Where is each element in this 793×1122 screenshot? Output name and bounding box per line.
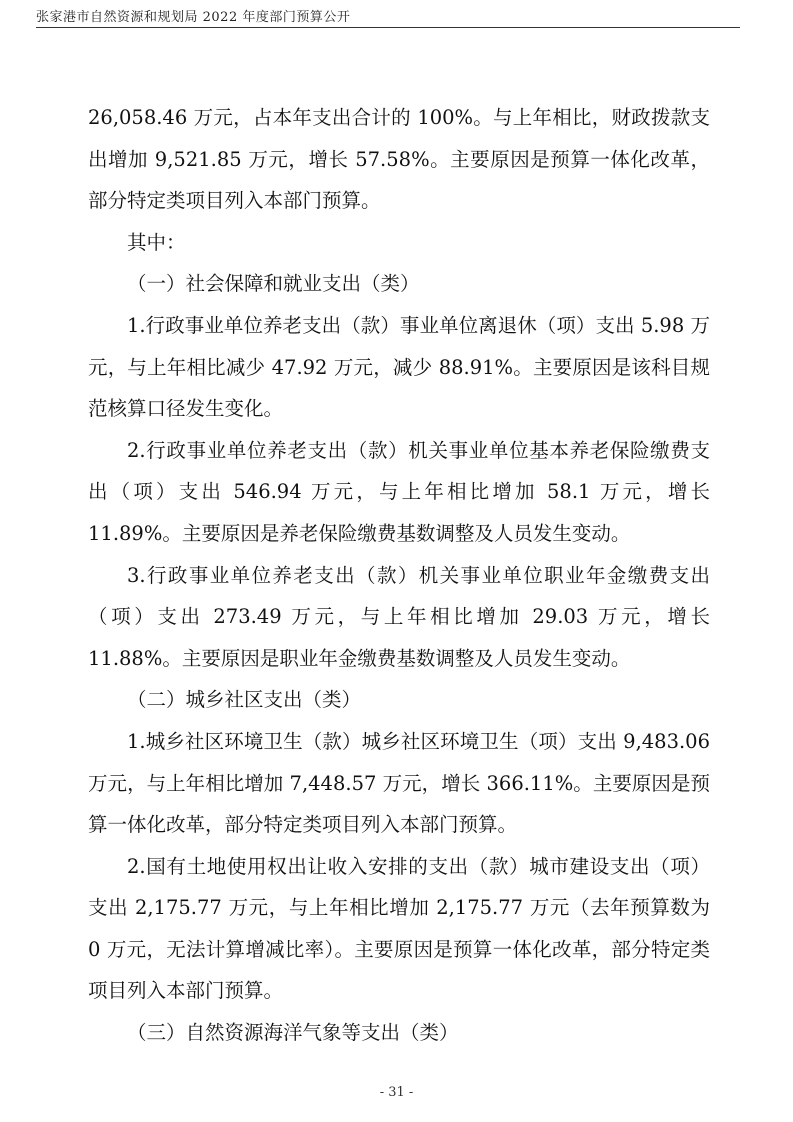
- paragraph-item-sanitation: 1.城乡社区环境卫生（款）城乡社区环境卫生（项）支出 9,483.06 万元，与上年相比增加 7,448.57 万元，增长 366.11%。主要原因是预算一体化改革，部分特定类项目列入本部门预算。: [88, 729, 710, 837]
- document-body: [88, 97, 710, 1054]
- paragraph-among-them: 其中：: [127, 230, 186, 254]
- page-number: - 31 -: [379, 1085, 414, 1100]
- paragraph-item-pension-insurance: 2.行政事业单位养老支出（款）机关事业单位基本养老保险缴费支出（项）支出 546.94 万元，与上年相比增加 58.1 万元，增长 11.89%。主要原因是养老保险缴费基数调整及人员发生变动。: [88, 438, 710, 545]
- section-heading-urban-rural: （二）城乡社区支出（类）: [127, 688, 362, 712]
- paragraph-item-retirement: 1.行政事业单位养老支出（款）事业单位离退休（项）支出 5.98 万元，与上年相比减少 47.92 万元，减少 88.91%。主要原因是该科目规范核算口径发生变化。: [88, 313, 710, 421]
- paragraph-item-occupational-annuity: 3.行政事业单位养老支出（款）机关事业单位职业年金缴费支出（项）支出 273.49 万元，与上年相比增加 29.03 万元，增长 11.88%。主要原因是职业年金缴费基数调整及人员发生变动。: [88, 563, 710, 670]
- header-divider: [36, 27, 740, 28]
- running-header: 张家港市自然资源和规划局 2022 年度部门预算公开: [36, 10, 351, 25]
- section-heading-social-security: （一）社会保障和就业支出（类）: [127, 272, 420, 296]
- paragraph-item-land-transfer: 2.国有土地使用权出让收入安排的支出（款）城市建设支出（项）支出 2,175.77 万元，与上年相比增加 2,175.77 万元（去年预算数为 0 万元，无法计算增减比率）。主要原因是预算一体化改革，部分特定类项目列入本部门预算。: [88, 854, 710, 1003]
- paragraph-total-expenditure: 26,058.46 万元，占本年支出合计的 100%。与上年相比，财政拨款支出增加 9,521.85 万元，增长 57.58%。主要原因是预算一体化改革，部分特定类项目列入本部门预算。: [88, 106, 710, 213]
- section-heading-natural-resources: （三）自然资源海洋气象等支出（类）: [127, 1021, 459, 1045]
